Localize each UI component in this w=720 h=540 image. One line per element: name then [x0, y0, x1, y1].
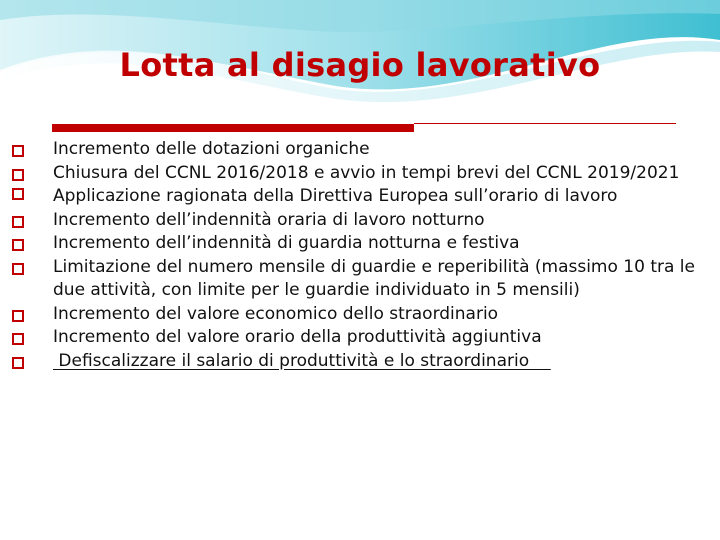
hollow-square-bullet-icon [12, 188, 24, 200]
list-item [12, 138, 702, 162]
list-item-text: Incremento delle dotazioni organiche [53, 139, 370, 159]
list-item [12, 162, 702, 186]
title-underline-thin [414, 123, 676, 124]
slide-title: Lotta al disagio lavorativo [119, 46, 601, 84]
hollow-square-bullet-icon [12, 239, 24, 251]
bullet-list [12, 138, 702, 373]
title-underline-thick [52, 124, 414, 132]
list-item [12, 326, 702, 350]
list-item-text: Incremento del valore economico dello straordinario [53, 303, 499, 324]
list-item-text: Chiusura del CCNL 2016/2018 e avvio in tempi brevi del CCNL 2019/2021 [53, 162, 680, 183]
list-item [12, 350, 702, 374]
list-item [12, 232, 702, 256]
list-item-text: Defiscalizzare il salario di produttività e lo straordinario [53, 350, 551, 371]
list-item [12, 256, 702, 303]
list-item-text: Incremento dell’indennità oraria di lavoro notturno [53, 209, 485, 230]
list-item-text: Incremento del valore orario della produttività aggiuntiva [53, 327, 542, 347]
hollow-square-bullet-icon [12, 310, 24, 322]
hollow-square-bullet-icon [12, 333, 24, 345]
list-item [12, 303, 702, 327]
list-item-text: Applicazione ragionata della Direttiva Europea sull’orario di lavoro [53, 186, 618, 206]
hollow-square-bullet-icon [12, 263, 24, 275]
hollow-square-bullet-icon [12, 216, 24, 228]
hollow-square-bullet-icon [12, 357, 24, 369]
list-item [12, 209, 702, 233]
list-item-text: Incremento dell’indennità di guardia notturna e festiva [53, 233, 520, 253]
hollow-square-bullet-icon [12, 145, 24, 157]
list-item [12, 185, 702, 209]
list-item-text: Limitazione del numero mensile di guardie e reperibilità (massimo 10 tra le due attività, con limite per le guardie individuato in 5 mensili) [53, 256, 695, 300]
hollow-square-bullet-icon [12, 169, 24, 181]
